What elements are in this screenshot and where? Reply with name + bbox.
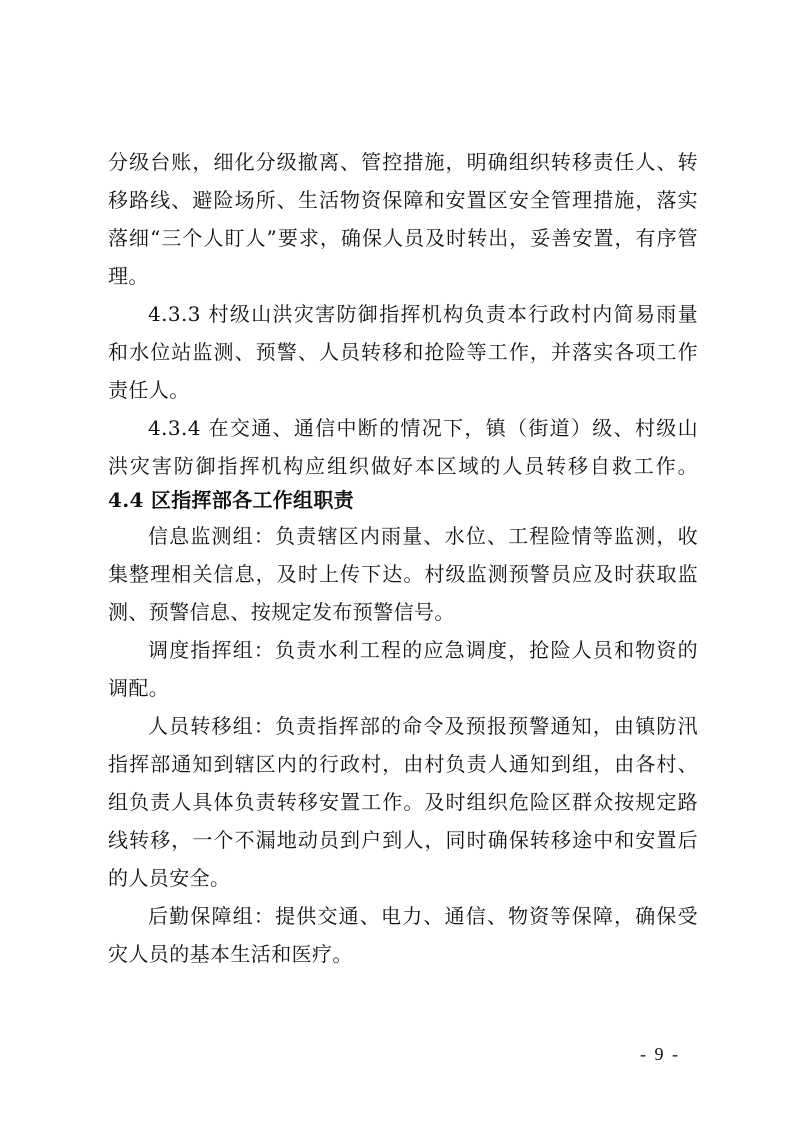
- body-line-6: 和水位站监测、预警、人员转移和抢险等工作，并落实各项工作: [108, 340, 698, 364]
- body-line-13: 测、预警信息、按规定发布预警信号。: [108, 600, 455, 624]
- body-line-2: 移路线、避险场所、生活物资保障和安置区安全管理措施，落实: [108, 188, 698, 212]
- body-line-16: 人员转移组：负责指挥部的命令及预报预警通知，由镇防汛: [148, 714, 698, 738]
- page-number: - 9 -: [640, 1044, 680, 1064]
- body-line-18: 组负责人具体负责转移安置工作。及时组织危险区群众按规定路: [108, 790, 698, 814]
- body-line-19: 线转移，一个不漏地动员到户到人，同时确保转移途中和安置后: [108, 828, 698, 852]
- body-line-8: 4.3.4 在交通、通信中断的情况下，镇（街道）级、村级山: [148, 416, 698, 440]
- body-line-11: 信息监测组：负责辖区内雨量、水位、工程险情等监测，收: [148, 524, 698, 548]
- body-line-21: 后勤保障组：提供交通、电力、通信、物资等保障，确保受: [148, 904, 698, 928]
- body-line-9: 洪灾害防御指挥机构应组织做好本区域的人员转移自救工作。: [108, 454, 698, 478]
- body-line-17: 指挥部通知到辖区内的行政村，由村负责人通知到组，由各村、: [108, 752, 698, 776]
- body-line-3: 落细“三个人盯人”要求，确保人员及时转出，妥善安置，有序管: [108, 226, 698, 250]
- body-line-22: 灾人员的基本生活和医疗。: [108, 942, 353, 966]
- body-line-7: 责任人。: [108, 378, 190, 402]
- body-line-15: 调配。: [108, 676, 170, 700]
- body-line-1: 分级台账，细化分级撤离、管控措施，明确组织转移责任人、转: [108, 150, 698, 174]
- body-line-20: 的人员安全。: [108, 866, 231, 890]
- section-heading: 4.4 区指挥部各工作组职责: [108, 488, 354, 512]
- body-line-4: 理。: [108, 264, 149, 288]
- body-line-5: 4.3.3 村级山洪灾害防御指挥机构负责本行政村内简易雨量: [148, 302, 698, 326]
- body-line-14: 调度指挥组：负责水利工程的应急调度，抢险人员和物资的: [148, 638, 698, 662]
- body-line-12: 集整理相关信息，及时上传下达。村级监测预警员应及时获取监: [108, 562, 698, 586]
